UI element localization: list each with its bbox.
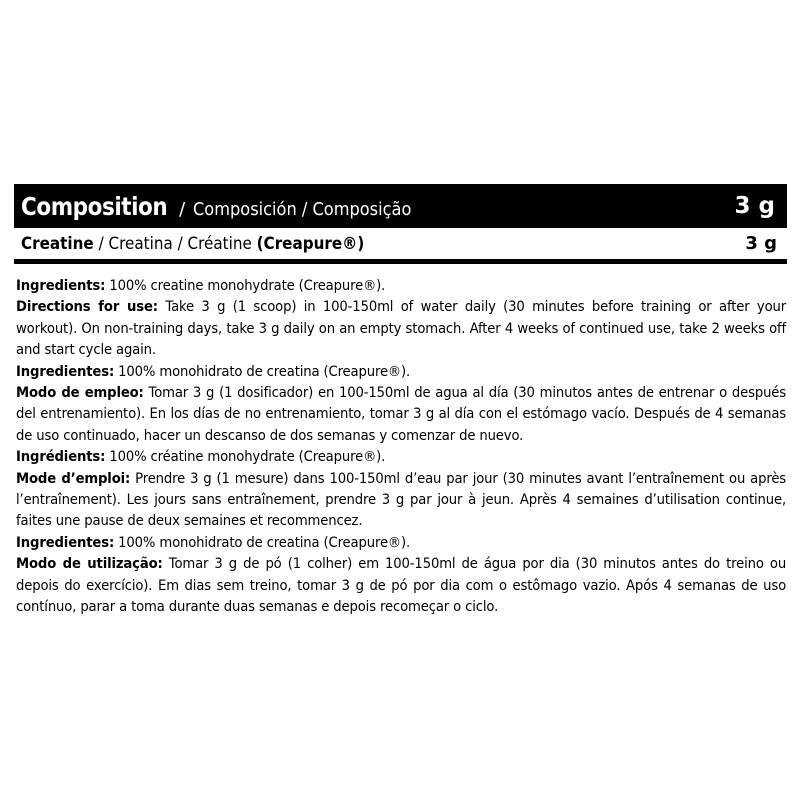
paragraph-ingredients-es (16, 362, 786, 383)
paragraph-directions-en (16, 297, 786, 361)
composition-table (14, 184, 787, 264)
paragraph-directions-pt (16, 554, 786, 618)
paragraph-directions-fr (16, 469, 786, 533)
paragraph-label: Mode d’emploi: (16, 470, 131, 487)
creatine-row (14, 228, 787, 264)
paragraph-label: Modo de utilização: (16, 556, 163, 573)
paragraph-text: Tomar 3 g de pó (1 colher) em 100-150ml de água por dia (30 minutos antes do treino ou depois do exercício). Em dias sem treino, tomar 3 g de pó por dia com o estômago vazio. Após 4 semanas de uso contínuo, parar a toma durante duas semanas e depois recomeçar o ciclo. (16, 556, 787, 616)
paragraph-directions-es (16, 383, 786, 447)
instructions-text (16, 276, 786, 619)
composition-quantity: 3 g (734, 193, 775, 219)
creatine-label (21, 234, 364, 253)
creatine-brand: (Creapure®) (256, 234, 365, 253)
composition-header (14, 184, 787, 228)
paragraph-label: Ingredientes: (16, 363, 115, 380)
composition-subtitle: Composición / Composição (193, 198, 412, 220)
creatine-name: Creatine (21, 234, 94, 253)
paragraph-text: 100% créatine monohydrate (Creapure®). (105, 449, 386, 466)
paragraph-ingredients-pt (16, 533, 786, 554)
paragraph-text: 100% creatine monohydrate (Creapure®). (105, 278, 386, 294)
paragraph-ingredients-fr (16, 447, 786, 468)
paragraph-label: Modo de empleo: (16, 385, 144, 402)
paragraph-label: Directions for use: (16, 299, 158, 316)
creatine-quantity: 3 g (745, 233, 777, 254)
paragraph-text: Take 3 g (1 scoop) in 100-150ml of water daily (30 minutes before training or after your workout). On non-training days, take 3 g daily on an empty stomach. After 4 weeks of continued use, take 2 weeks off and start cycle again. (16, 299, 787, 359)
paragraph-label: Ingrédients: (16, 449, 106, 466)
paragraph-label: Ingredientes: (16, 534, 115, 551)
paragraph-ingredients-en (16, 276, 786, 297)
paragraph-text: Tomar 3 g (1 dosificador) en 100-150ml de agua al día (30 minutos antes de entrenar o después del entrenamiento). En los días de no entrenamiento, tomar 3 g al día con el estómago vacío. Después de 4 semanas de uso continuado, hacer un descanso de dos semanas y comenzar de nuevo. (16, 385, 787, 444)
paragraph-label: Ingredients: (16, 278, 106, 294)
paragraph-text: 100% monohidrato de creatina (Creapure®). (114, 363, 411, 380)
paragraph-text: Prendre 3 g (1 mesure) dans 100-150ml d’eau par jour (30 minutes avant l’entraînement ou après l’entraînement). Les jours sans entraînement, prendre 3 g par jour à jeun. Après 4 semaines d’utilisation continue, faites une pause de deux semaines et recommencez. (16, 470, 787, 530)
composition-separator: / (179, 198, 186, 220)
creatine-translations: / Creatina / Créatine (93, 234, 257, 253)
composition-heading (21, 192, 436, 221)
paragraph-text: 100% monohidrato de creatina (Creapure®). (114, 534, 411, 551)
composition-title: Composition (21, 191, 168, 221)
